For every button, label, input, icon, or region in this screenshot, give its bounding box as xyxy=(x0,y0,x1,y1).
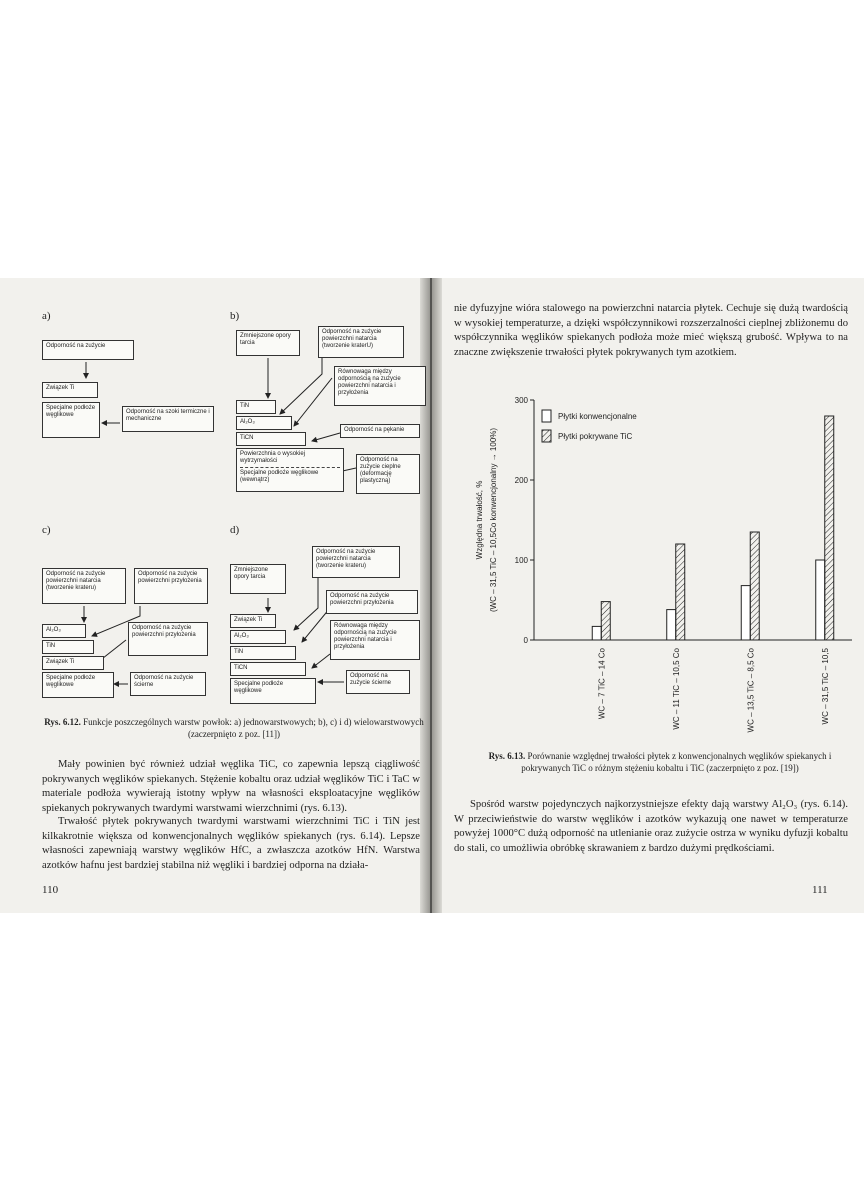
diagram-c-substrate: Specjalne podłoże węglikowe xyxy=(42,672,114,698)
left-page xyxy=(0,278,424,913)
figure-6-13-caption-label: Rys. 6.13. xyxy=(488,751,526,761)
diagram-b-box4: Odporność na pękanie xyxy=(340,424,420,438)
diagram-d-layer-ticn: TiCN xyxy=(230,662,306,676)
fig-b-label: b) xyxy=(230,310,240,322)
fig-a-label: a) xyxy=(42,310,51,322)
page-number-right: 111 xyxy=(812,884,828,896)
left-paragraph-2: Trwałość płytek pokrywanych twardymi warstwami wierzchnimi TiC i TiN jest kilkakrotnie większa od konwencjonalnych węglików spiekanych (rys. 6.14). Lepsze własności zapewniają warstwy węglików HfC, a zwłaszcza azotków HfN. Warstwa azotków hafnu jest bardziej stabilna niż węgliki i bardziej odporna na działa- xyxy=(42,816,420,871)
diagram-d-box1: Odporność na zużycie powierzchni natarcia (tworzenie krateru) xyxy=(312,546,400,578)
diagram-d-layer-tin: TiN xyxy=(230,646,296,660)
right-paragraph-bottom: Spośród warstw pojedynczych najkorzystniejsze efekty dają warstwy Al₂O₃ (rys. 6.14). W przeciwieństwie do warstw węglików i azotków wykazują one nawet w temperaturze powyżej 1000°C dużą odporność na utlenianie oraz zużycie ostrza w wyniku dyfuzji kobaltu do stali, co umożliwia obróbkę skrawaniem z bardzo dużymi prędkościami. xyxy=(454,799,848,854)
x-tick-label: WC – 7 TiC – 14 Co xyxy=(597,648,607,720)
diagram-b-box3: Równowaga między odpornością na zużycie powierzchni natarcia i przyłożenia xyxy=(334,366,426,406)
diagram-d-layer-al2o3: Al₂O₃ xyxy=(230,630,286,644)
diagram-c-box1: Odporność na zużycie powierzchni natarcia (tworzenie krateru) xyxy=(42,568,126,604)
diagram-d-box2: Zmniejszone opory tarcia xyxy=(230,564,286,594)
diagram-c-box3: Odporność na zużycie powierzchni przyłożenia xyxy=(128,622,208,656)
legend-label: Płytki pokrywane TiC xyxy=(558,432,633,441)
page-number-left: 110 xyxy=(42,884,59,896)
bar xyxy=(592,626,601,640)
diagram-b-substrate xyxy=(236,448,344,492)
x-tick-label: WC – 13,5 TiC – 8,5 Co xyxy=(746,648,756,733)
diagram-d-box3: Odporność na zużycie powierzchni przyłożenia xyxy=(326,590,418,614)
diagram-a-side-box: Odporność na szoki termiczne i mechaniczne xyxy=(122,406,214,432)
right-paragraph-top: nie dyfuzyjne wióra stalowego na powierzchni natarcia płytek. Cechuje się dużą twardością w wysokiej temperaturze, a dzięki współczynnikowi rozszerzalności cieplnej zbliżonemu do współczynnika węglików spiekanych podłoża może mieć większą grubość. Wpływa to na znaczne zwiększenie trwałości płytek pokrywanych tym azotkiem. xyxy=(454,303,848,358)
diagram-b-layer-tin: TiN xyxy=(236,400,276,414)
diagram-d-substrate: Specjalne podłoże węglikowe xyxy=(230,678,316,704)
figure-6-12-caption-text: Funkcje poszczególnych warstw powłok: a) jednowarstwowych; b), c) i d) wielowarstwowych (zaczerpnięto z poz. [11]) xyxy=(83,717,424,739)
diagram-b-box2: Odporność na zużycie powierzchni natarcia (tworzenie kraterU) xyxy=(318,326,404,358)
diagram-c-layer-tin: TiN xyxy=(42,640,94,654)
y-tick-label: 100 xyxy=(514,556,528,565)
diagram-b-box1: Zmniejszone opory tarcia xyxy=(236,330,300,356)
diagram-a-top-box: Odporność na zużycie xyxy=(42,340,134,360)
x-tick-label: WC – 31,5 TiC – 10,5 xyxy=(820,648,830,725)
diagram-b-substrate-top: Powierzchnia o wysokiej wytrzymałości xyxy=(240,451,340,468)
bar xyxy=(825,416,834,640)
left-paragraph-1: Mały powinien być również udział węglika TiC, co zapewnia lepszą ciągliwość pokrywanych węglików spiekanych. Stężenie kobaltu oraz udział węglików TiC i TaC w materiale podłoża wywierają istotny wpływ na własności eksploatacyjne węglików spiekanych pokrywanych twardymi warstwami wierzchnimi (rys. 6.13). xyxy=(42,759,420,814)
legend-label: Płytki konwencjonalne xyxy=(558,412,637,421)
figure-6-13-caption-text: Porównanie względnej trwałości płytek z konwencjonalnych węglików spiekanych i pokrywanych TiC o różnym stężeniu kobaltu i TiC (zaczerpnięto z poz. [19]) xyxy=(521,751,832,773)
diagram-a-layer-ti: Związek Ti xyxy=(42,382,98,398)
diagram-b-substrate-bottom: Specjalne podłoże węglikowe (wewnątrz) xyxy=(240,470,319,483)
diagram-d-layer-ti: Związek Ti xyxy=(230,614,276,628)
bar xyxy=(750,532,759,640)
diagram-c-box2: Odporność na zużycie powierzchni przyłożenia xyxy=(134,568,208,604)
fig-c-label: c) xyxy=(42,524,51,536)
diagram-d-box5: Odporność na zużycie ścierne xyxy=(346,670,410,694)
y-axis-label: Względna trwałość, % xyxy=(475,480,484,560)
bar xyxy=(816,560,825,640)
figure-6-13-chart xyxy=(442,390,862,740)
y-tick-label: 200 xyxy=(514,476,528,485)
diagram-c-box4: Odporność na zużycie ścierne xyxy=(130,672,206,696)
diagram-c-layer-ti: Związek Ti xyxy=(42,656,104,670)
diagram-b-box5: Odporność na zużycie cieplne (deformację plastyczną) xyxy=(356,454,420,494)
y-tick-label: 0 xyxy=(523,636,528,645)
diagram-b-layer-al2o3: Al₂O₃ xyxy=(236,416,292,430)
bar xyxy=(676,544,685,640)
diagram-b-layer-ticn: TiCN xyxy=(236,432,306,446)
fig-d-label: d) xyxy=(230,524,240,536)
y-axis-label-note: (WC – 31,5 TiC – 10,5Co konwencjonalny → 100%) xyxy=(489,427,498,613)
diagram-a-substrate: Specjalne podłoże węglikowe xyxy=(42,402,100,438)
right-page xyxy=(442,278,864,913)
bar xyxy=(601,602,610,640)
figure-6-13-caption xyxy=(470,750,850,774)
figure-6-12-caption-label: Rys. 6.12. xyxy=(44,717,81,727)
x-tick-label: WC – 11 TiC – 10,5 Co xyxy=(671,648,681,730)
bar xyxy=(741,586,750,640)
bar xyxy=(667,610,676,640)
legend-swatch xyxy=(542,410,551,422)
legend-swatch xyxy=(542,430,551,442)
figure-6-12-caption xyxy=(44,716,424,740)
diagram-d-box4: Równowaga między odpornością na zużycie powierzchni natarcia i przyłożenia xyxy=(330,620,420,660)
y-tick-label: 300 xyxy=(514,396,528,405)
diagram-c-layer-al2o3: Al₂O₃ xyxy=(42,624,86,638)
